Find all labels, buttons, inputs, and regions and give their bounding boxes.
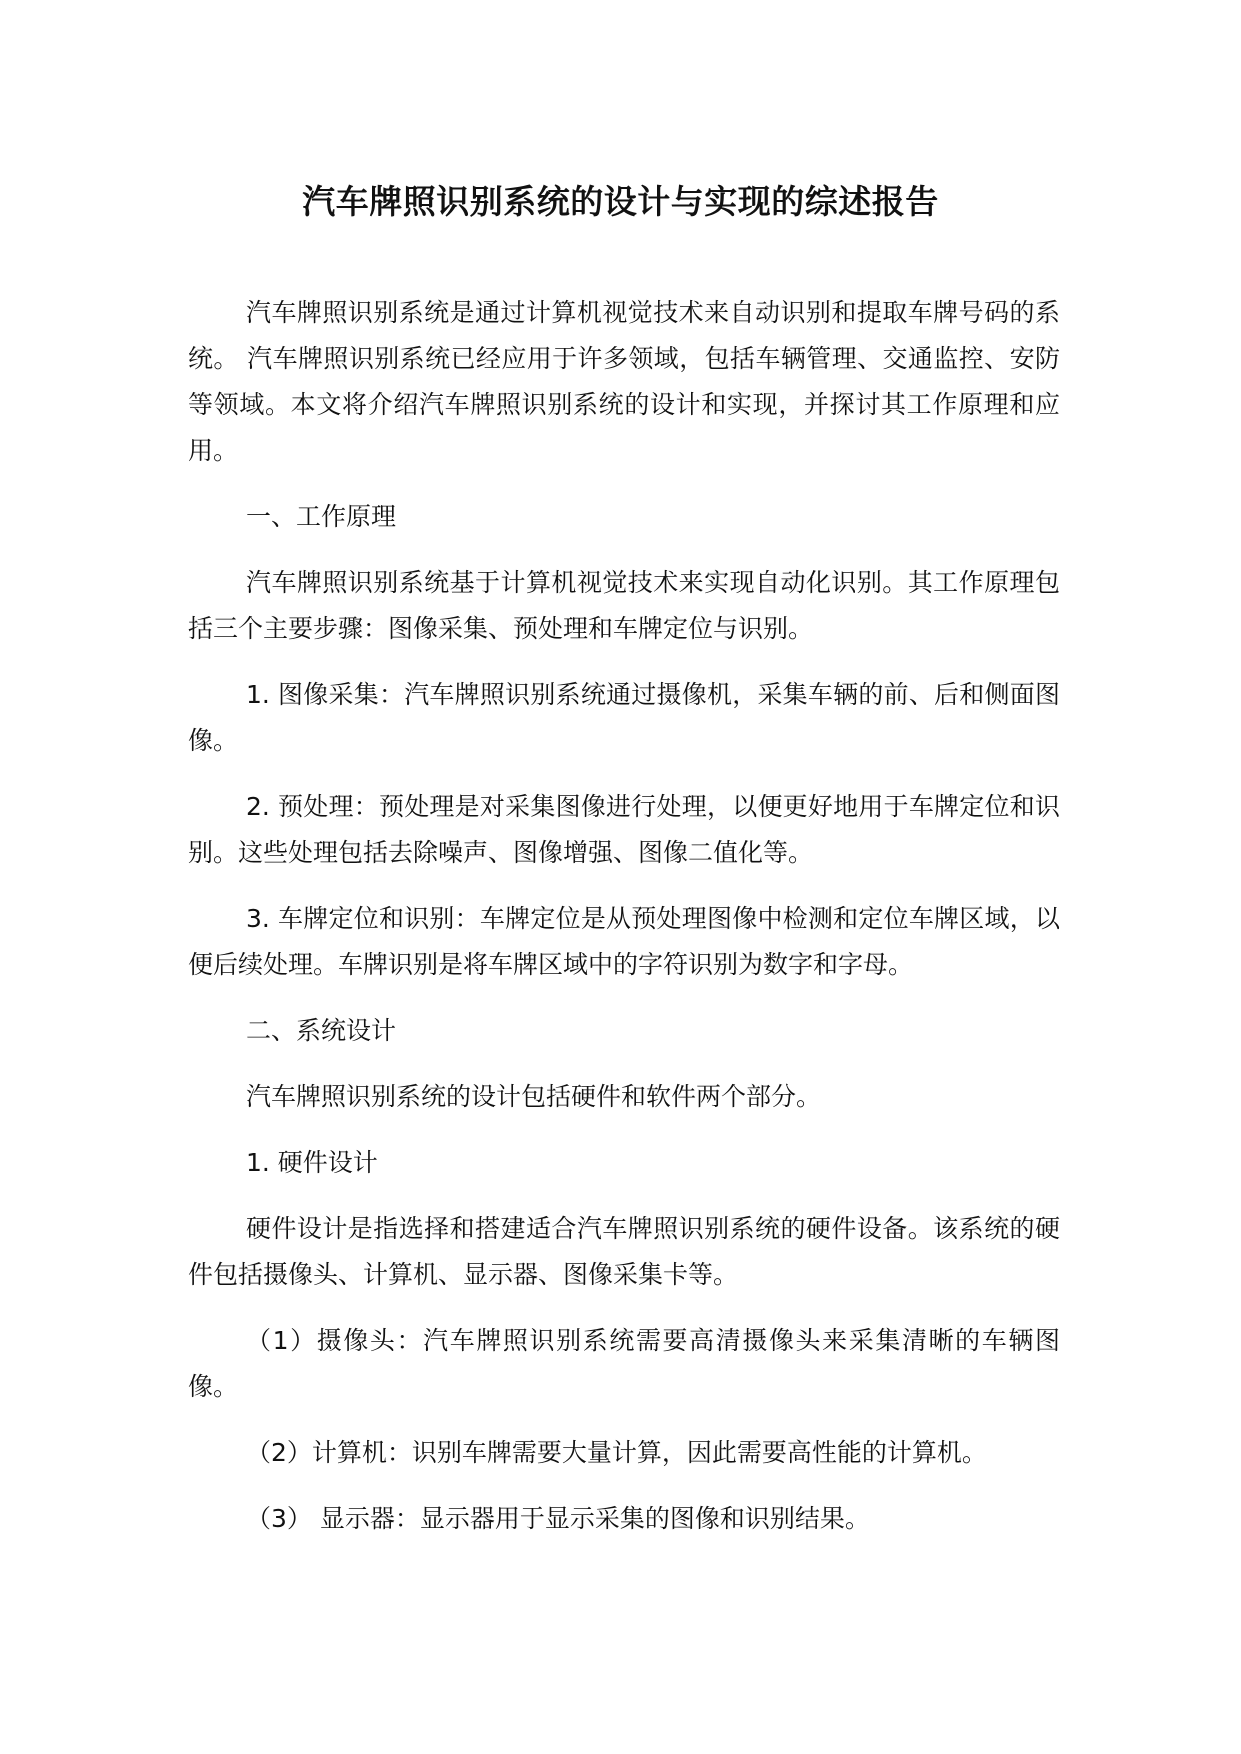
section-heading-working-principle: 一、工作原理 — [246, 502, 397, 531]
hardware-item-camera: （1）摄像头：汽车牌照识别系统需要高清摄像头来采集清晰的车辆图像。 — [188, 1326, 1060, 1401]
document-body — [188, 290, 1060, 1562]
section-heading-system-design: 二、系统设计 — [246, 1016, 397, 1045]
step-plate-location-recognition: 3. 车牌定位和识别：车牌定位是从预处理图像中检测和定位车牌区域，以便后续处理。车牌识别是将车牌区域中的字符识别为数字和字母。 — [188, 904, 1060, 979]
hardware-design-paragraph: 硬件设计是指选择和搭建适合汽车牌照识别系统的硬件设备。该系统的硬件包括摄像头、计算机、显示器、图像采集卡等。 — [188, 1214, 1060, 1289]
working-principle-paragraph: 汽车牌照识别系统基于计算机视觉技术来实现自动化识别。其工作原理包括三个主要步骤：图像采集、预处理和车牌定位与识别。 — [188, 568, 1060, 643]
hardware-item-computer: （2）计算机：识别车牌需要大量计算，因此需要高性能的计算机。 — [246, 1438, 987, 1467]
step-image-capture: 1. 图像采集：汽车牌照识别系统通过摄像机，采集车辆的前、后和侧面图像。 — [188, 680, 1060, 755]
system-design-paragraph: 汽车牌照识别系统的设计包括硬件和软件两个部分。 — [246, 1082, 822, 1111]
document-title: 汽车牌照识别系统的设计与实现的综述报告 — [302, 182, 939, 221]
step-preprocessing: 2. 预处理：预处理是对采集图像进行处理，以便更好地用于车牌定位和识别。这些处理包括去除噪声、图像增强、图像二值化等。 — [188, 792, 1060, 867]
subsection-heading-hardware-design: 1. 硬件设计 — [246, 1148, 378, 1177]
intro-paragraph: 汽车牌照识别系统是通过计算机视觉技术来自动识别和提取车牌号码的系统。 汽车牌照识别系统已经应用于许多领域，包括车辆管理、交通监控、安防等领域。本文将介绍汽车牌照识别系统的设计和实现，并探讨其工作原理和应用。 — [188, 298, 1060, 465]
hardware-item-display: （3） 显示器：显示器用于显示采集的图像和识别结果。 — [246, 1504, 870, 1533]
